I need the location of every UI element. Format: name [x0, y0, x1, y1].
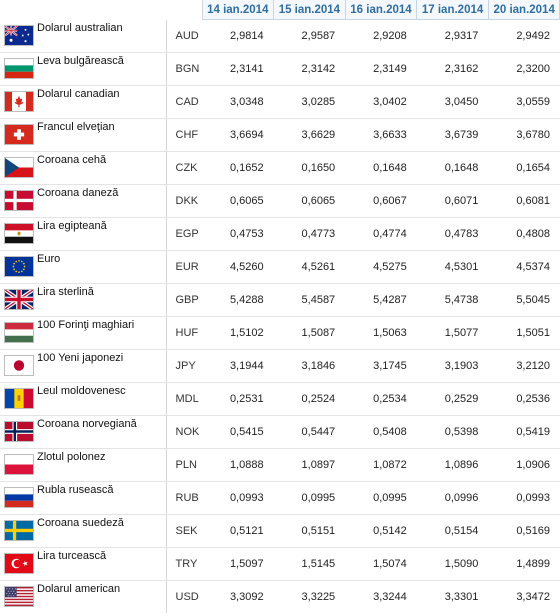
table-row — [0, 284, 560, 317]
currency-name: 100 Forinţi maghiari — [37, 319, 135, 331]
currency-code: BGN — [166, 53, 202, 86]
currency-name-cell — [0, 152, 166, 185]
date-header[interactable]: 17 ian.2014 — [417, 0, 489, 20]
currency-name: Francul elveţian — [37, 121, 115, 133]
currency-name-cell — [0, 20, 166, 53]
rate-value: 2,9814 — [202, 20, 274, 53]
currency-code: TRY — [166, 548, 202, 581]
rate-value: 0,5151 — [274, 515, 346, 548]
currency-name: Leva bulgărească — [37, 55, 124, 67]
date-header[interactable]: 15 ian.2014 — [274, 0, 346, 20]
switzerland-flag-icon — [4, 124, 34, 145]
rate-value: 1,0906 — [488, 449, 560, 482]
currency-code: JPY — [166, 350, 202, 383]
rate-value: 0,0995 — [345, 482, 417, 515]
rate-value: 5,5045 — [488, 284, 560, 317]
canada-flag-icon — [4, 91, 34, 112]
hungary-flag-icon — [4, 322, 34, 343]
rate-value: 5,4587 — [274, 284, 346, 317]
header-row — [0, 0, 560, 20]
rate-value: 3,1745 — [345, 350, 417, 383]
rate-value: 0,5415 — [202, 416, 274, 449]
sweden-flag-icon — [4, 520, 34, 541]
table-row — [0, 185, 560, 218]
rate-value: 0,6071 — [417, 185, 489, 218]
rate-value: 1,5051 — [488, 317, 560, 350]
table-row — [0, 515, 560, 548]
currency-code: PLN — [166, 449, 202, 482]
turkey-flag-icon — [4, 553, 34, 574]
rate-value: 3,0450 — [417, 86, 489, 119]
uk-flag-icon — [4, 289, 34, 310]
rate-value: 0,1654 — [488, 152, 560, 185]
currency-name: 100 Yeni japonezi — [37, 352, 124, 364]
currency-code: DKK — [166, 185, 202, 218]
currency-code: CAD — [166, 86, 202, 119]
russia-flag-icon — [4, 487, 34, 508]
rate-value: 0,6067 — [345, 185, 417, 218]
currency-code: SEK — [166, 515, 202, 548]
rate-value: 0,6065 — [202, 185, 274, 218]
australia-flag-icon — [4, 25, 34, 46]
currency-name-cell — [0, 449, 166, 482]
rate-value: 3,0402 — [345, 86, 417, 119]
table-row — [0, 218, 560, 251]
rate-value: 3,6629 — [274, 119, 346, 152]
rate-value: 2,3200 — [488, 53, 560, 86]
rate-value: 5,4288 — [202, 284, 274, 317]
currency-name-cell — [0, 581, 166, 614]
currency-name-cell — [0, 119, 166, 152]
currency-code: EUR — [166, 251, 202, 284]
rate-value: 0,0995 — [274, 482, 346, 515]
currency-name-cell — [0, 317, 166, 350]
table-row — [0, 86, 560, 119]
rate-value: 4,5260 — [202, 251, 274, 284]
currency-name: Rubla rusească — [37, 484, 114, 496]
table-row — [0, 53, 560, 86]
currency-name-cell — [0, 416, 166, 449]
rate-value: 4,5374 — [488, 251, 560, 284]
currency-code: RUB — [166, 482, 202, 515]
rate-value: 3,1846 — [274, 350, 346, 383]
rate-value: 3,0285 — [274, 86, 346, 119]
moldova-flag-icon — [4, 388, 34, 409]
currency-name: Coroana cehă — [37, 154, 107, 166]
rate-value: 0,2536 — [488, 383, 560, 416]
currency-name: Coroana norvegiană — [37, 418, 137, 430]
date-header[interactable]: 20 ian.2014 — [488, 0, 560, 20]
currency-name: Coroana daneză — [37, 187, 119, 199]
rate-value: 3,0348 — [202, 86, 274, 119]
rate-value: 0,0993 — [488, 482, 560, 515]
rate-value: 3,3092 — [229, 591, 264, 603]
table-row — [0, 416, 560, 449]
currency-name: Dolarul american — [37, 583, 121, 595]
rate-value: 0,6065 — [274, 185, 346, 218]
currency-name-cell — [0, 515, 166, 548]
currency-code: NOK — [166, 416, 202, 449]
rate-value: 0,2534 — [345, 383, 417, 416]
rate-value: 3,6633 — [345, 119, 417, 152]
rate-value: 1,0872 — [345, 449, 417, 482]
rate-value: 3,6694 — [202, 119, 274, 152]
header-blank — [0, 0, 202, 20]
rate-value: 0,1650 — [274, 152, 346, 185]
rate-value: 3,1944 — [202, 350, 274, 383]
rate-value: 0,2529 — [417, 383, 489, 416]
rate-value: 0,5169 — [488, 515, 560, 548]
rate-value: 1,4899 — [488, 548, 560, 581]
rate-value: 4,5301 — [417, 251, 489, 284]
eu-flag-icon — [4, 256, 34, 277]
currency-code: USD — [175, 591, 199, 603]
currency-name-cell — [0, 350, 166, 383]
table-row — [0, 251, 560, 284]
rate-value: 1,5102 — [202, 317, 274, 350]
usa-flag-icon — [4, 586, 34, 607]
rate-value: 1,0897 — [274, 449, 346, 482]
rate-value: 4,5275 — [345, 251, 417, 284]
rate-value: 0,1648 — [345, 152, 417, 185]
rate-value: 3,0559 — [488, 86, 560, 119]
currency-name-cell — [0, 548, 166, 581]
czech-flag-icon — [4, 157, 34, 178]
currency-name-cell — [0, 383, 166, 416]
table-row — [0, 581, 560, 614]
rate-value: 0,4773 — [274, 218, 346, 251]
table-row — [0, 119, 560, 152]
rate-value: 0,5408 — [345, 416, 417, 449]
rate-value: 1,5145 — [274, 548, 346, 581]
rate-value: 2,9587 — [274, 20, 346, 53]
currency-name-cell — [0, 53, 166, 86]
rate-value: 3,3244 — [373, 591, 407, 603]
currency-code: HUF — [166, 317, 202, 350]
date-header[interactable]: 14 ian.2014 — [202, 0, 274, 20]
currency-name: Lira turcească — [37, 550, 107, 562]
rate-value: 0,2531 — [202, 383, 274, 416]
currency-code: EGP — [166, 218, 202, 251]
rate-value: 0,4783 — [417, 218, 489, 251]
currency-name: Dolarul australian — [37, 21, 123, 34]
currency-name-cell — [0, 218, 166, 251]
rate-value: 2,3162 — [417, 53, 489, 86]
denmark-flag-icon — [4, 190, 34, 211]
rate-value: 2,9492 — [488, 20, 560, 53]
rate-value: 0,1652 — [202, 152, 274, 185]
rate-value: 3,3472 — [516, 591, 550, 603]
bulgaria-flag-icon — [4, 58, 34, 79]
rate-value: 0,0996 — [417, 482, 489, 515]
currency-code: CHF — [166, 119, 202, 152]
currency-code: AUD — [166, 20, 202, 53]
rate-value: 0,5142 — [345, 515, 417, 548]
currency-name-cell — [0, 185, 166, 218]
rate-value: 3,3301 — [444, 591, 479, 603]
table-row — [0, 317, 560, 350]
table-row — [0, 20, 560, 53]
egypt-flag-icon — [4, 223, 34, 244]
table-row — [0, 482, 560, 515]
poland-flag-icon — [4, 454, 34, 475]
rate-value: 0,5154 — [417, 515, 489, 548]
rate-value: 3,6739 — [417, 119, 489, 152]
rate-value: 0,5398 — [417, 416, 489, 449]
currency-name: Lira sterlină — [37, 286, 94, 298]
rate-value: 0,5447 — [274, 416, 346, 449]
currency-code: CZK — [166, 152, 202, 185]
rate-value: 3,6780 — [488, 119, 560, 152]
rate-value: 3,3225 — [301, 591, 336, 603]
rate-value: 1,5087 — [274, 317, 346, 350]
rate-value: 0,4808 — [488, 218, 560, 251]
currency-name: Dolarul canadian — [37, 88, 120, 100]
currency-name-cell — [0, 284, 166, 317]
rate-value: 0,4774 — [345, 218, 417, 251]
rate-value: 0,2524 — [274, 383, 346, 416]
rate-value: 2,3141 — [202, 53, 274, 86]
japan-flag-icon — [4, 355, 34, 376]
rate-value: 2,3149 — [345, 53, 417, 86]
table-row — [0, 449, 560, 482]
rate-value: 0,0993 — [202, 482, 274, 515]
rate-value: 1,5077 — [417, 317, 489, 350]
rate-value: 5,4287 — [345, 284, 417, 317]
rate-value: 0,6081 — [488, 185, 560, 218]
rate-value: 3,1903 — [417, 350, 489, 383]
rate-value: 2,9208 — [345, 20, 417, 53]
currency-code: GBP — [166, 284, 202, 317]
rate-value: 1,5063 — [345, 317, 417, 350]
table-row — [0, 350, 560, 383]
rate-value: 4,5261 — [274, 251, 346, 284]
currency-name-cell — [0, 482, 166, 515]
currency-name: Leul moldovenesc — [37, 385, 126, 397]
rate-value: 5,4738 — [417, 284, 489, 317]
rate-value: 0,4753 — [202, 218, 274, 251]
table-row — [0, 152, 560, 185]
currency-name: Euro — [37, 253, 61, 265]
norway-flag-icon — [4, 421, 34, 442]
rate-value: 3,2120 — [488, 350, 560, 383]
rate-value: 2,3142 — [274, 53, 346, 86]
rate-value: 0,5419 — [488, 416, 560, 449]
rate-value: 0,5121 — [202, 515, 274, 548]
currency-code: MDL — [166, 383, 202, 416]
rate-value: 1,0888 — [202, 449, 274, 482]
rate-value: 2,9317 — [417, 20, 489, 53]
rate-value: 1,5097 — [202, 548, 274, 581]
date-header[interactable]: 16 ian.2014 — [345, 0, 417, 20]
table-row — [0, 383, 560, 416]
currency-name: Lira egipteană — [37, 220, 107, 232]
rate-value: 1,5074 — [345, 548, 417, 581]
currency-name: Zlotul polonez — [37, 451, 106, 463]
table-row — [0, 548, 560, 581]
currency-name: Coroana suedeză — [37, 517, 124, 529]
currency-name-cell — [0, 251, 166, 284]
currency-name-cell — [0, 86, 166, 119]
rate-value: 0,1648 — [417, 152, 489, 185]
rate-value: 1,5090 — [417, 548, 489, 581]
rate-value: 1,0896 — [417, 449, 489, 482]
